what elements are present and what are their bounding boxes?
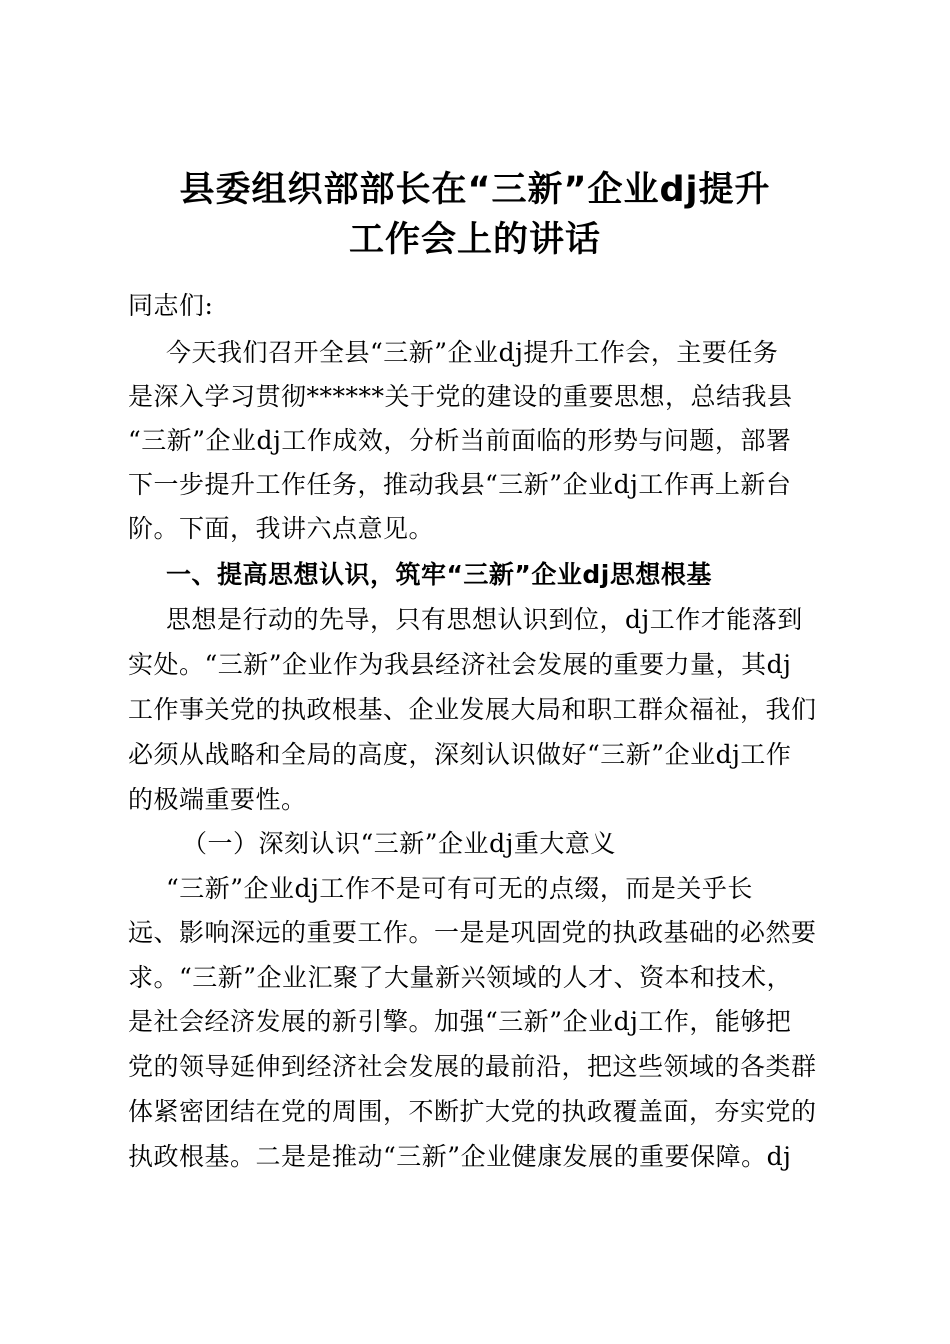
section-1-body-line: 必须从战略和全局的高度，深刻认识做好“三新”企业dj工作	[128, 740, 792, 769]
intro-line: 是深入学习贯彻******关于党的建设的重要思想，总结我县	[128, 382, 793, 411]
document-title-line-2: 工作会上的讲话	[348, 220, 601, 260]
subsection-heading: （一）深刻认识“三新”企业dj重大意义	[182, 829, 616, 858]
subsection-body-line: “三新”企业dj工作不是可有可无的点缀，而是关乎长	[166, 874, 753, 903]
section-1-heading: 一、提高思想认识，筑牢“三新”企业dj思想根基	[166, 560, 712, 589]
intro-line: “三新”企业dj工作成效，分析当前面临的形势与问题，部署	[128, 426, 792, 455]
section-1-body-line: 的极端重要性。	[128, 785, 307, 814]
subsection-body-line: 是社会经济发展的新引擎。加强“三新”企业dj工作，能够把	[128, 1007, 792, 1036]
subsection-body-line: 体紧密团结在党的周围，不断扩大党的执政覆盖面，夯实党的	[128, 1097, 817, 1126]
section-1-body-line: 工作事关党的执政根基、企业发展大局和职工群众福祉，我们	[128, 695, 817, 724]
subsection-body-line: 求。“三新”企业汇聚了大量新兴领域的人才、资本和技术，	[128, 963, 793, 992]
subsection-body-line: 远、影响深远的重要工作。一是是巩固党的执政基础的必然要	[128, 918, 817, 947]
salutation: 同志们:	[128, 291, 214, 320]
intro-line: 下一步提升工作任务，推动我县“三新”企业dj工作再上新台	[128, 470, 792, 499]
subsection-body-line: 执政根基。二是是推动“三新”企业健康发展的重要保障。dj	[128, 1142, 792, 1171]
section-1-body-line: 实处。“三新”企业作为我县经济社会发展的重要力量，其dj	[128, 650, 792, 679]
section-1-body-line: 思想是行动的先导，只有思想认识到位，dj工作才能落到	[166, 605, 803, 634]
intro-line: 今天我们召开全县“三新”企业dj提升工作会，主要任务	[166, 338, 779, 367]
intro-line: 阶。下面，我讲六点意见。	[128, 514, 435, 543]
document-title-line-1: 县委组织部部长在“三新”企业dj提升	[179, 170, 771, 210]
subsection-body-line: 党的领导延伸到经济社会发展的最前沿，把这些领域的各类群	[128, 1052, 817, 1081]
